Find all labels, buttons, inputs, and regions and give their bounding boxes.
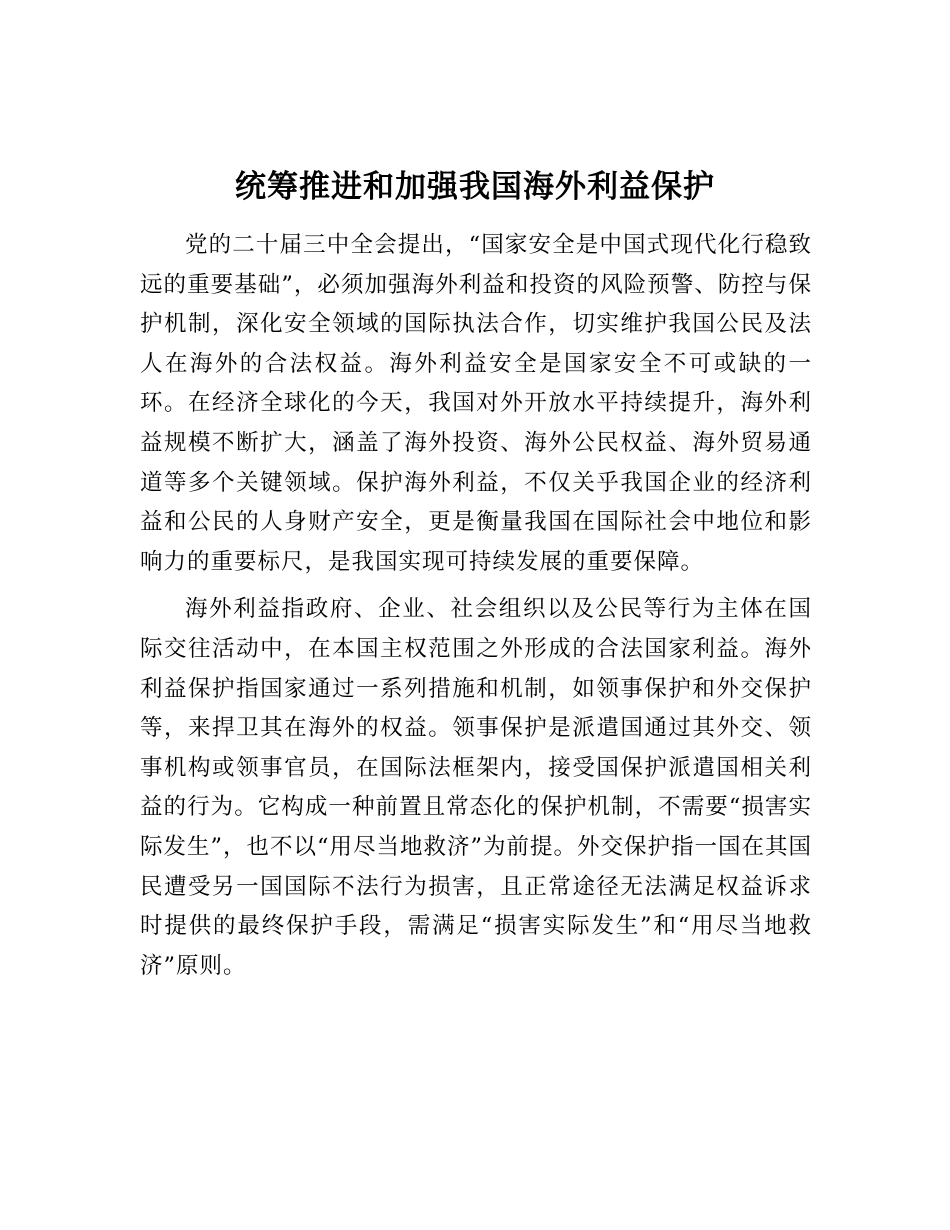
document-body	[140, 226, 812, 986]
page-title: 统筹推进和加强我国海外利益保护	[235, 169, 715, 205]
paragraph-1: 党的二十届三中全会提出，“国家安全是中国式现代化行稳致远的重要基础”，必须加强海外利益和投资的风险预警、防控与保护机制，深化安全领域的国际执法合作，切实维护我国公民及法人在海外的合法权益。海外利益安全是国家安全不可或缺的一环。在经济全球化的今天，我国对外开放水平持续提升，海外利益规模不断扩大，涵盖了海外投资、海外公民权益、海外贸易通道等多个关键领域。保护海外利益，不仅关乎我国企业的经济利益和公民的人身财产安全，更是衡量我国在国际社会中地位和影响力的重要标尺，是我国实现可持续发展的重要保障。	[140, 232, 812, 575]
paragraph-2: 海外利益指政府、企业、社会组织以及公民等行为主体在国际交往活动中，在本国主权范围之外形成的合法国家利益。海外利益保护指国家通过一系列措施和机制，如领事保护和外交保护等，来捍卫其在海外的权益。领事保护是派遣国通过其外交、领事机构或领事官员，在国际法框架内，接受国保护派遣国相关利益的行为。它构成一种前置且常态化的保护机制，不需要“损害实际发生”，也不以“用尽当地救济”为前提。外交保护指一国在其国民遭受另一国国际不法行为损害，且正常途径无法满足权益诉求时提供的最终保护手段，需满足“损害实际发生”和“用尽当地救济”原则。	[140, 596, 813, 979]
